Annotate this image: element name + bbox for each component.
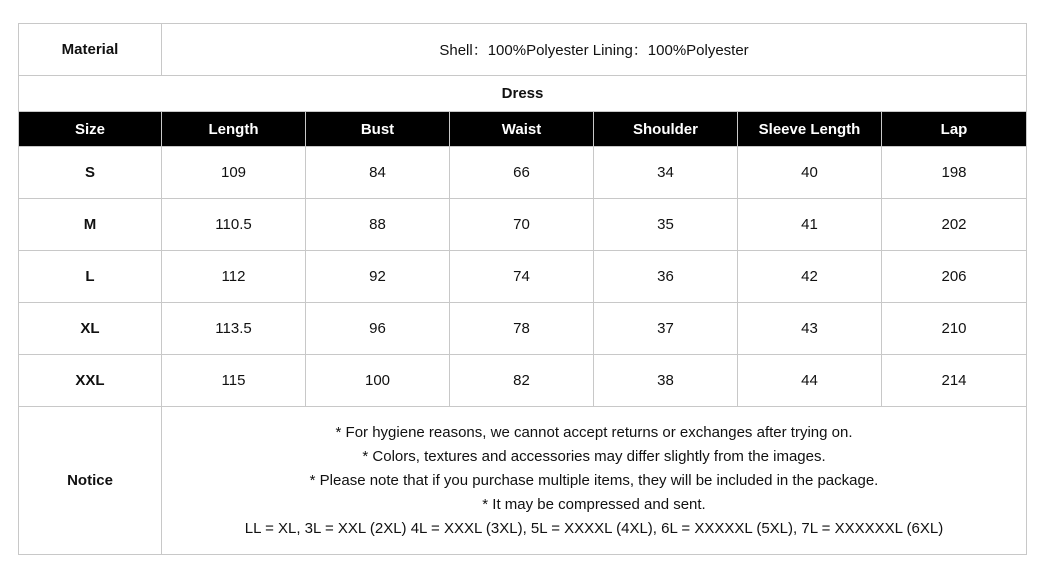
column-header-length: Length bbox=[162, 112, 306, 147]
table-row bbox=[19, 303, 1027, 355]
size-cell: L bbox=[19, 251, 162, 303]
shoulder-cell: 37 bbox=[594, 303, 738, 355]
size-cell: M bbox=[19, 199, 162, 251]
column-header-shoulder: Shoulder bbox=[594, 112, 738, 147]
sleeve-length-cell: 40 bbox=[738, 147, 882, 199]
material-value: Shell：100%Polyester Lining：100%Polyester bbox=[162, 24, 1027, 76]
waist-cell: 82 bbox=[450, 355, 594, 407]
shoulder-cell: 36 bbox=[594, 251, 738, 303]
size-cell: XL bbox=[19, 303, 162, 355]
length-cell: 112 bbox=[162, 251, 306, 303]
lap-cell: 214 bbox=[882, 355, 1027, 407]
lap-cell: 202 bbox=[882, 199, 1027, 251]
length-cell: 113.5 bbox=[162, 303, 306, 355]
size-cell: S bbox=[19, 147, 162, 199]
table-row bbox=[19, 147, 1027, 199]
notice-line: * For hygiene reasons, we cannot accept returns or exchanges after trying on. bbox=[335, 423, 853, 441]
table-row bbox=[19, 251, 1027, 303]
shoulder-cell: 35 bbox=[594, 199, 738, 251]
bust-cell: 92 bbox=[306, 251, 450, 303]
notice-line: LL = XL, 3L = XXL (2XL) 4L = XXXL (3XL), 5L = XXXXL (4XL), 6L = XXXXXL (5XL), 7L = XXXXXXL (6XL) bbox=[244, 519, 944, 537]
bust-cell: 100 bbox=[306, 355, 450, 407]
bust-cell: 84 bbox=[306, 147, 450, 199]
notice-line: * Colors, textures and accessories may differ slightly from the images. bbox=[362, 447, 826, 465]
shoulder-cell: 34 bbox=[594, 147, 738, 199]
material-row bbox=[19, 24, 1027, 76]
length-cell: 115 bbox=[162, 355, 306, 407]
notice-text bbox=[162, 407, 1027, 555]
waist-cell: 70 bbox=[450, 199, 594, 251]
sleeve-length-cell: 41 bbox=[738, 199, 882, 251]
sleeve-length-cell: 43 bbox=[738, 303, 882, 355]
table-title: Dress bbox=[19, 76, 1027, 112]
shoulder-cell: 38 bbox=[594, 355, 738, 407]
length-cell: 110.5 bbox=[162, 199, 306, 251]
waist-cell: 74 bbox=[450, 251, 594, 303]
bust-cell: 88 bbox=[306, 199, 450, 251]
column-header-size: Size bbox=[19, 112, 162, 147]
material-label: Material bbox=[19, 24, 162, 76]
notice-label: Notice bbox=[19, 407, 162, 555]
notice-line: * Please note that if you purchase multiple items, they will be included in the package. bbox=[309, 471, 879, 489]
column-header-waist: Waist bbox=[450, 112, 594, 147]
waist-cell: 66 bbox=[450, 147, 594, 199]
column-header-sleeve-length: Sleeve Length bbox=[738, 112, 882, 147]
table-row bbox=[19, 199, 1027, 251]
sleeve-length-cell: 42 bbox=[738, 251, 882, 303]
bust-cell: 96 bbox=[306, 303, 450, 355]
table-row bbox=[19, 355, 1027, 407]
lap-cell: 206 bbox=[882, 251, 1027, 303]
size-cell: XXL bbox=[19, 355, 162, 407]
lap-cell: 198 bbox=[882, 147, 1027, 199]
column-header-lap: Lap bbox=[882, 112, 1027, 147]
lap-cell: 210 bbox=[882, 303, 1027, 355]
size-chart-table bbox=[18, 23, 1027, 555]
header-row bbox=[19, 112, 1027, 147]
title-row bbox=[19, 76, 1027, 112]
length-cell: 109 bbox=[162, 147, 306, 199]
column-header-bust: Bust bbox=[306, 112, 450, 147]
notice-line: * It may be compressed and sent. bbox=[482, 495, 706, 513]
sleeve-length-cell: 44 bbox=[738, 355, 882, 407]
notice-row bbox=[19, 407, 1027, 555]
waist-cell: 78 bbox=[450, 303, 594, 355]
